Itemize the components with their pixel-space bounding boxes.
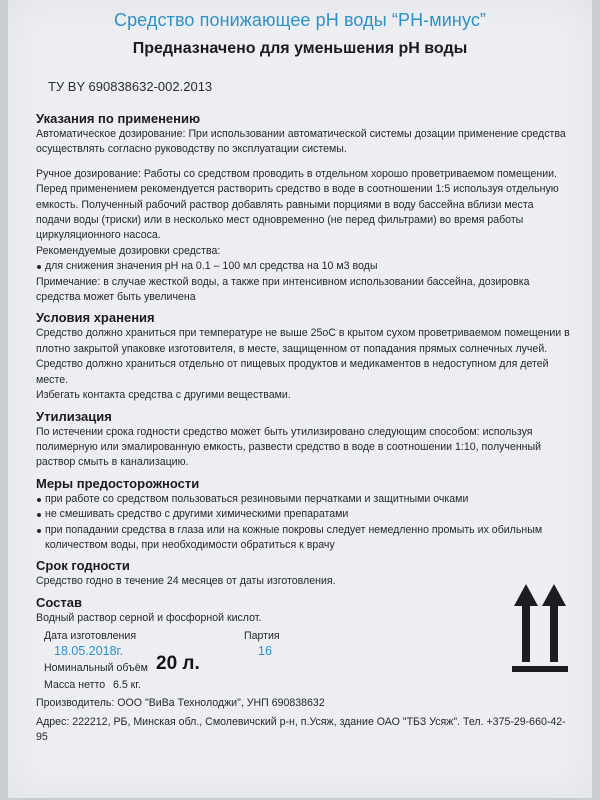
storage-paragraph-1: Средство должно храниться при температуре не выше 25оС в крытом сухом проветриваемом помещении в плотно закрытой упаковке изготовителя, в месте, защищенном от попадания прямых солнечных лучей. [36, 327, 570, 355]
disposal-heading: Утилизация [36, 408, 112, 424]
storage-paragraph-3: Избегать контакта средства с другими веществами. [36, 389, 291, 402]
mass-label: Масса нетто [44, 679, 106, 691]
instruction-sheet [8, 0, 592, 798]
batch-value: 16 [258, 644, 272, 658]
usage-dose-item: для снижения значения pH на 0.1 – 100 мл средства на 10 м3 воды [36, 259, 571, 274]
this-way-up-arrows-icon [508, 578, 572, 678]
composition-heading: Состав [36, 594, 82, 610]
precaution-item: не смешивать средство с другими химическими препаратами [36, 507, 571, 522]
technical-spec-code: ТУ BY 690838632-002.2013 [48, 79, 213, 94]
usage-auto-dosing: Автоматическое дозирование: При использовании автоматической системы дозации применение средства осуществлять согласно руководству по эксплуатации системы. [36, 128, 566, 156]
usage-dose-label: Рекомендуемые дозировки средства: [36, 244, 221, 257]
producer-info: Производитель: ООО "ВиВа Технолоджи", УНП 690838632 [36, 697, 325, 709]
storage-paragraph-2: Средство должно храниться отдельно от пищевых продуктов и медикаментов в недоступном для детей месте. [36, 358, 549, 386]
production-date-label: Дата изготовления [44, 630, 137, 642]
storage-heading: Условия хранения [36, 310, 155, 326]
usage-note: Примечание: в случае жесткой воды, а также при интенсивном использовании бассейна, дозировка средства может быть увеличена [36, 275, 530, 304]
usage-manual-dosing: Ручное дозирование: Работы со средством проводить в отдельном хорошо проветриваемом помещении. Перед применением рекомендуется растворить средство в воде в соотношении 1:5 используя отдельную емкость. Полученный рабочий раствор добавлять равными порциями в воду бассейна вблизи места подачи воды (триски) или в несколько мест одновременно (не перед фильтрами) во время работы циркуляционного насоса. [36, 167, 559, 242]
production-date-value: 18.05.2018г. [54, 644, 124, 658]
composition-text: Водный раствор серной и фосфорной кислот. [36, 611, 262, 624]
volume-value: 20 л. [156, 653, 200, 674]
usage-heading: Указания по применению [36, 111, 201, 126]
batch-label: Партия [244, 630, 280, 642]
precaution-item: при работе со средством пользоваться резиновыми перчатками и защитными очками [36, 492, 571, 507]
precaution-item: при попадании средства в глаза или на кожные покровы следует немедленно промыть их обильным количеством воды, при необходимости обратиться к врачу [36, 523, 571, 554]
precautions-heading: Меры предосторожности [36, 475, 200, 491]
mass-value: 6.5 кг. [113, 679, 141, 691]
volume-label: Номинальный объём [44, 662, 148, 674]
shelf-life-text: Средство годно в течение 24 месяцев от даты изготовления. [36, 575, 336, 588]
product-title: Средство понижающее pH воды “PH-минус” [113, 10, 487, 30]
product-subtitle: Предназначено для уменьшения pH воды [132, 40, 468, 57]
shelf-life-heading: Срок годности [36, 558, 130, 574]
instructions-body [36, 110, 571, 626]
producer-address: Адрес: 222212, РБ, Минская обл., Смолевичский р-н, п.Усяж, здание ОАО "ТБЗ Усяж". Тел. +375-29-660-42-95 [36, 716, 566, 743]
disposal-text: По истечении срока годности средство может быть утилизировано следующим способом: используя полимерную или эмалированную емкость, развести средство в воде в соотношении 1:10, полученный раствор смыть в канализацию. [36, 425, 542, 469]
